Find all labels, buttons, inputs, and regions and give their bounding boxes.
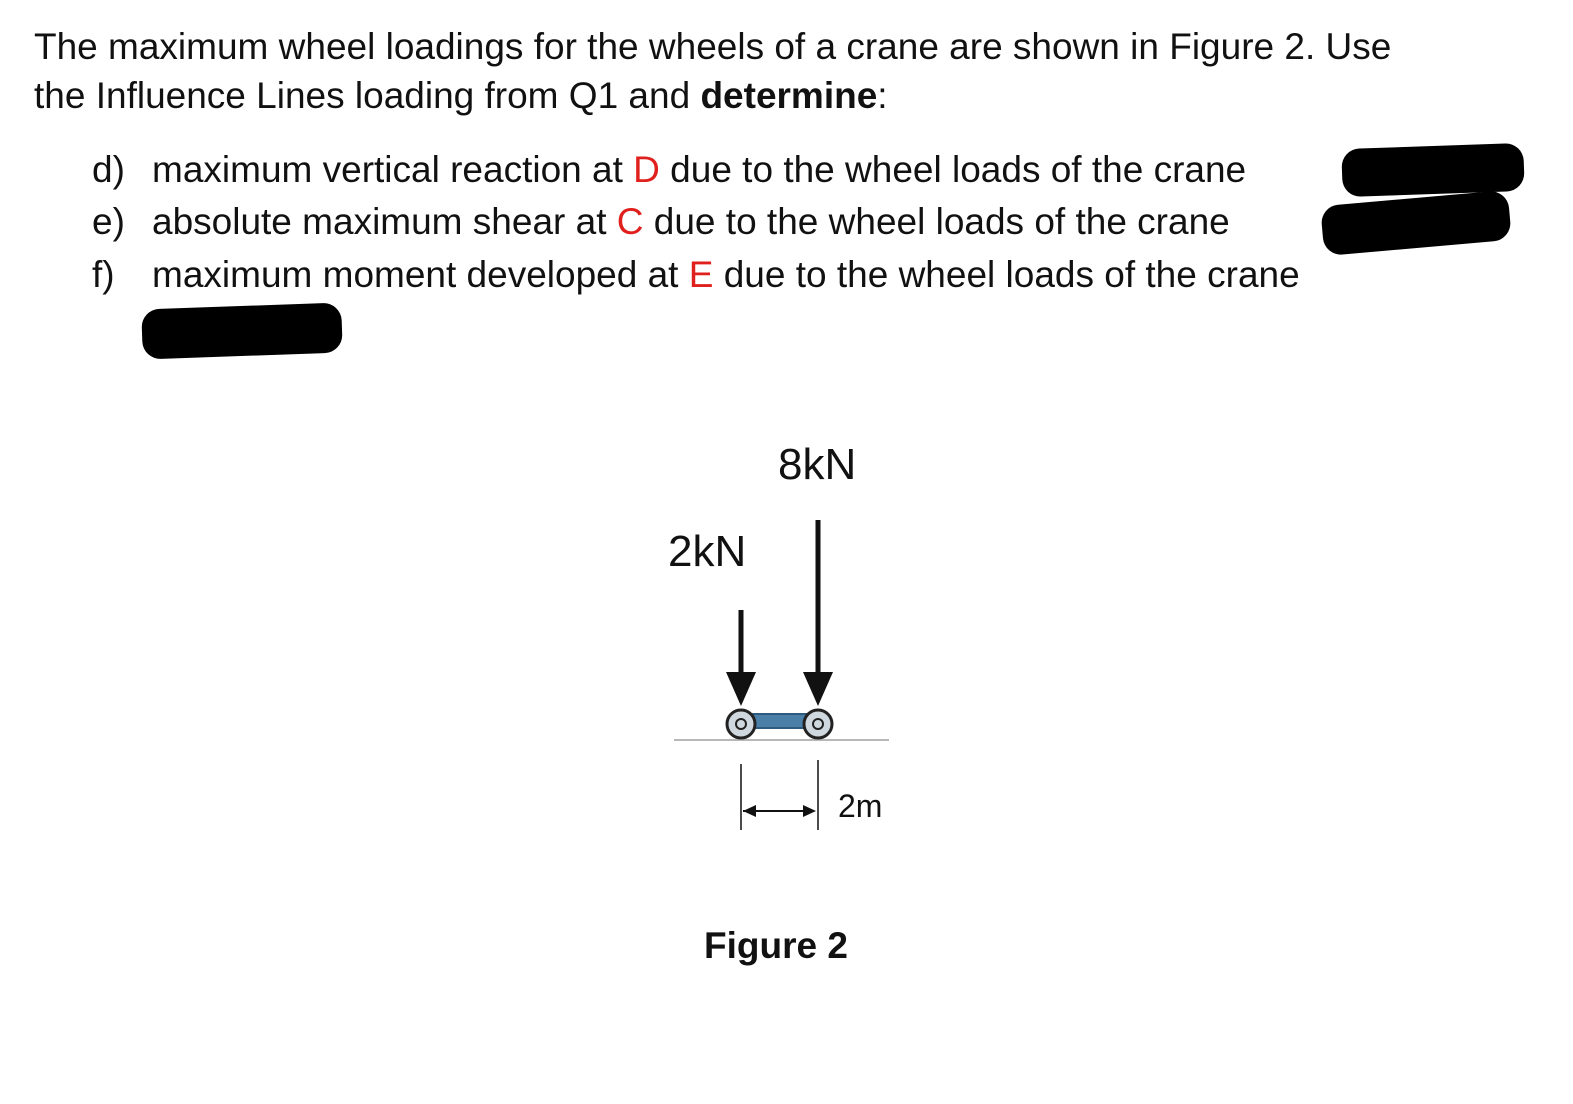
point-label: E bbox=[688, 254, 714, 295]
question-text: maximum vertical reaction at bbox=[152, 149, 634, 190]
question-marker: d) bbox=[92, 149, 125, 190]
load-label-left: 2kN bbox=[668, 527, 747, 576]
point-label: D bbox=[633, 149, 660, 190]
intro-line-2-end: : bbox=[877, 75, 888, 116]
intro-line-1: The maximum wheel loadings for the wheels of a crane are shown in Figure 2. Use bbox=[34, 26, 1392, 67]
load-label-right: 8kN bbox=[778, 440, 857, 489]
wheel-right bbox=[804, 710, 832, 738]
question-text: absolute maximum shear at bbox=[152, 201, 617, 242]
spacing-dimension bbox=[741, 760, 818, 830]
question-text-end: due to the wheel loads of the crane bbox=[643, 201, 1230, 242]
spacing-label: 2m bbox=[838, 788, 883, 824]
figure-caption: Figure 2 bbox=[704, 925, 848, 966]
question-text-end: due to the wheel loads of the crane bbox=[659, 149, 1247, 190]
point-label: C bbox=[616, 201, 644, 242]
question-marker: f) bbox=[92, 254, 115, 295]
intro-keyword: determine bbox=[700, 75, 878, 116]
question-marker: e) bbox=[92, 201, 125, 242]
question-text: maximum moment developed at bbox=[152, 254, 689, 295]
intro-line-2: the Influence Lines loading from Q1 and bbox=[34, 75, 701, 116]
load-arrow-left bbox=[726, 610, 756, 706]
wheel-left bbox=[727, 710, 755, 738]
load-arrow-right bbox=[803, 520, 833, 706]
question-text-end: due to the wheel loads of the crane bbox=[713, 254, 1300, 295]
